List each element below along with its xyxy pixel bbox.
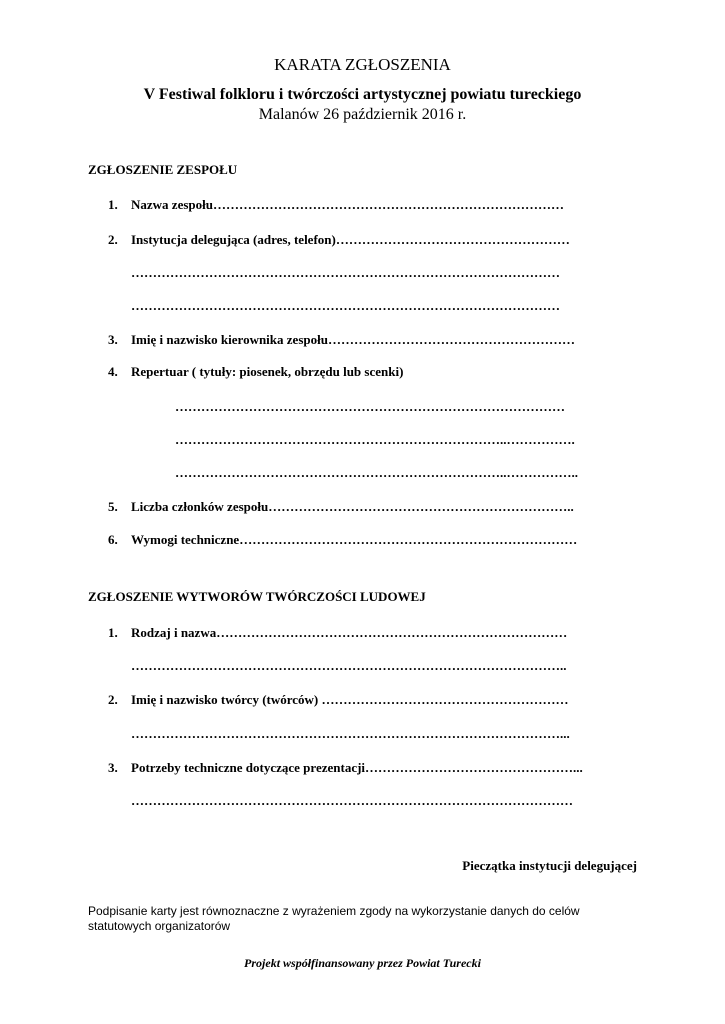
item-text: Rodzaj i nazwa……………………………………………………………………… [131,625,568,640]
item-number: 3. [108,332,118,347]
work-type-line [0,625,725,643]
consent-line: statutowych organizatorów [88,919,231,933]
member-count-line [0,499,725,517]
presentation-needs-line [0,760,725,778]
institution-continuation-line: ……………………………………………………………………………………… [131,265,560,280]
work-type-continuation-line: ……………………………………………………………………………………….. [131,658,567,673]
item-number: 5. [108,499,118,514]
ensemble-name-line [0,197,725,215]
item-number: 6. [108,532,118,547]
item-number: 3. [108,760,118,775]
stamp-label: Pieczątka instytucji delegującej [462,858,637,873]
item-text: Imię i nazwisko kierownika zespołu………………………………………………… [131,332,575,347]
creator-continuation-line: ………………………………………………………………………………………... [131,726,570,741]
delegating-institution-line [0,232,725,250]
item-text: Repertuar ( tytuły: piosenek, obrzędu lub scenki) [131,364,404,379]
item-number: 2. [108,692,118,707]
repertoire-continuation-line: ……………………………………………………………………………… [175,399,565,414]
repertoire-continuation-line: …………………………………………………………………..…………….. [175,465,578,480]
consent-line: Podpisanie karty jest równoznaczne z wyrażeniem zgody na wykorzystanie danych do celów [88,904,580,918]
item-text: Wymogi techniczne…………………………………………………………………… [131,532,578,547]
section-heading-ensemble: ZGŁOSZENIE ZESPOŁU [88,162,238,177]
item-number: 1. [108,625,118,640]
consent-note [88,904,580,934]
presentation-continuation-line: ………………………………………………………………………………………… [131,793,573,808]
item-number: 2. [108,232,118,247]
festival-subtitle: V Festiwal folkloru i twórczości artystycznej powiatu tureckiego [143,86,582,103]
funding-footer: Projekt współfinansowany przez Powiat Turecki [244,956,481,970]
item-number: 4. [108,364,118,379]
creator-name-line [0,692,725,710]
item-text: Liczba członków zespołu…………………………………………………………….. [131,499,574,514]
repertoire-line [0,364,725,382]
section-heading-folk-works: ZGŁOSZENIE WYTWORÓW TWÓRCZOŚCI LUDOWEJ [88,589,426,604]
item-text: Instytucja delegująca (adres, telefon)……………………………………………… [131,232,570,247]
item-text: Potrzeby techniczne dotyczące prezentacji…………………………………………... [131,760,583,775]
institution-continuation-line: ……………………………………………………………………………………… [131,298,560,313]
repertoire-continuation-line: …………………………………………………………………..……………. [175,432,575,447]
event-date: Malanów 26 październik 2016 r. [258,106,467,123]
item-text: Imię i nazwisko twórcy (twórców) ………………………………………………… [131,692,569,707]
form-title: KARATA ZGŁOSZENIA [274,55,451,74]
leader-name-line [0,332,725,350]
item-text: Nazwa zespołu……………………………………………………………………… [131,197,564,212]
item-number: 1. [108,197,118,212]
technical-requirements-line [0,532,725,550]
